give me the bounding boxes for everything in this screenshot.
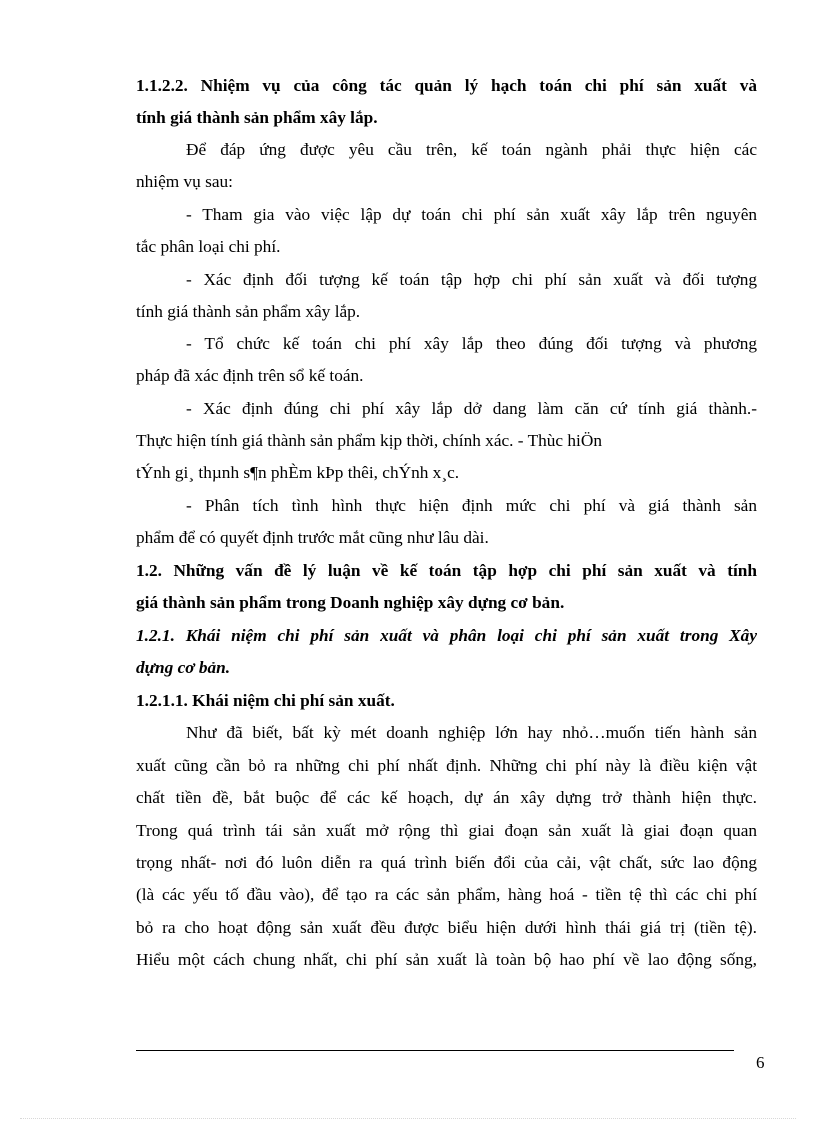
heading-1-2: 1.2. Những vấn đề lý luận về kế toán tập hợp chi phí sản xuất và tính — [136, 561, 757, 580]
list-item-line: tính giá thành sản phẩm xây lắp. — [136, 302, 361, 321]
list-item-line: - Phân tích tình hình thực hiện định mức chi phí và giá thành sản — [186, 496, 757, 515]
list-item-line: Thực hiện tính giá thành sản phẩm kịp thời, chính xác. - Thùc hiÖn — [136, 431, 602, 450]
heading-1-1-2-2: 1.1.2.2. Nhiệm vụ của công tác quản lý hạch toán chi phí sản xuất và — [136, 76, 757, 95]
heading-1-2-1-cont: dựng cơ bản. — [136, 658, 231, 677]
paragraph-line: bỏ ra cho hoạt động sản xuất đều được biểu hiện dưới hình thái giá trị (tiền tệ). — [136, 918, 757, 937]
heading-1-2-cont: giá thành sản phẩm trong Doanh nghiệp xây dựng cơ bản. — [136, 593, 565, 612]
list-item-line: - Tham gia vào việc lập dự toán chi phí sản xuất xây lắp trên nguyên — [186, 205, 757, 224]
heading-1-2-1: 1.2.1. Khái niệm chi phí sản xuất và phân loại chi phí sản xuất trong Xây — [136, 626, 757, 645]
list-item-line: tắc phân loại chi phí. — [136, 237, 281, 256]
paragraph-line: chất tiền đề, bắt buộc để các kế hoạch, dự án xây dựng trở thành hiện thực. — [136, 788, 757, 807]
paragraph-line: Như đã biết, bất kỳ mét doanh nghiệp lớn hay nhỏ…muốn tiến hành sản — [186, 723, 757, 742]
list-item-line-garbled: tÝnh gi¸ thµnh s¶n phÈm kÞp thêi, chÝnh x¸c. — [136, 463, 460, 482]
paragraph-line: (là các yếu tố đầu vào), để tạo ra các sản phẩm, hàng hoá - tiền tệ thì các chi phí — [136, 885, 757, 904]
list-item-line: - Tổ chức kế toán chi phí xây lắp theo đúng đối tượng và phương — [186, 334, 757, 353]
paragraph-line: xuất cũng cần bỏ ra những chi phí nhất định. Những chi phí này là điều kiện vật — [136, 756, 757, 775]
paragraph-line: Trong quá trình tái sản xuất mở rộng thì giai đoạn sản xuất là giai đoạn quan — [136, 821, 757, 840]
footer-rule — [136, 1050, 734, 1051]
paragraph-line: nhiệm vụ sau: — [136, 172, 233, 191]
heading-1-1-2-2-cont: tính giá thành sản phẩm xây lắp. — [136, 108, 378, 127]
page-bottom-edge — [20, 1118, 796, 1119]
page-number: 6 — [756, 1053, 765, 1072]
paragraph-line: trọng nhất- nơi đó luôn diễn ra quá trình biến đổi của cải, vật chất, sức lao động — [136, 853, 757, 872]
paragraph-line: Để đáp ứng được yêu cầu trên, kế toán ngành phải thực hiện các — [186, 140, 757, 159]
list-item-line: - Xác định đúng chi phí xây lắp dở dang làm căn cứ tính giá thành.- — [186, 399, 757, 418]
paragraph-line: Hiểu một cách chung nhất, chi phí sản xuất là toàn bộ hao phí về lao động sống, — [136, 950, 757, 969]
list-item-line: pháp đã xác định trên sổ kế toán. — [136, 366, 364, 385]
list-item-line: phẩm để có quyết định trước mắt cũng như lâu dài. — [136, 528, 489, 547]
list-item-line: - Xác định đối tượng kế toán tập hợp chi phí sản xuất và đối tượng — [186, 270, 757, 289]
heading-1-2-1-1: 1.2.1.1. Khái niệm chi phí sản xuất. — [136, 691, 395, 710]
